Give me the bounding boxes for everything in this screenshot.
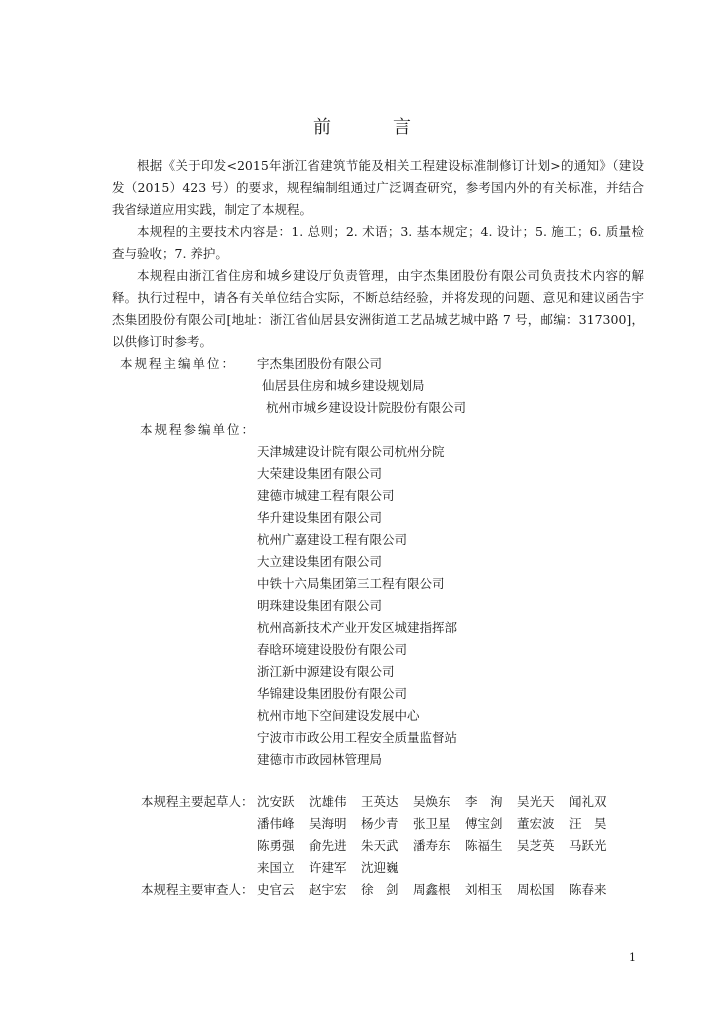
participating-unit-item: 建德市城建工程有限公司	[257, 488, 395, 503]
participating-unit-item: 明珠建设集团有限公司	[257, 598, 383, 613]
participating-unit-item: 宁波市市政公用工程安全质量监督站	[257, 730, 458, 745]
participating-unit-row	[112, 683, 652, 705]
participating-unit-item: 大立建设集团有限公司	[257, 554, 383, 569]
drafter-name: 许建军	[309, 860, 347, 875]
reviewer-name: 刘相玉	[465, 882, 503, 897]
participating-unit-row	[112, 485, 652, 507]
drafters-block	[112, 791, 652, 901]
drafter-name: 潘伟峰	[257, 816, 295, 831]
participating-unit-row	[112, 661, 652, 683]
drafters-row	[112, 857, 652, 879]
reviewer-name: 周松国	[517, 882, 555, 897]
participating-unit-item: 大荣建设集团有限公司	[257, 466, 383, 481]
paragraph-contents: 本规程的主要技术内容是：1. 总则；2. 术语；3. 基本规定；4. 设计；5. 施工；6. 质量检查与验收；7. 养护。	[112, 224, 644, 261]
drafter-name: 闻礼双	[569, 794, 607, 809]
participating-unit-item: 杭州广嘉建设工程有限公司	[257, 532, 408, 547]
reviewer-name: 史官云	[257, 882, 295, 897]
participating-unit-row	[112, 551, 652, 573]
drafter-name: 陈勇强	[257, 838, 295, 853]
reviewer-name: 赵宇宏	[309, 882, 347, 897]
drafter-name: 张卫星	[413, 816, 451, 831]
drafter-name: 陈福生	[465, 838, 503, 853]
reviewers-label: 本规程主要审查人：	[141, 882, 254, 897]
drafter-name: 王英达	[361, 794, 399, 809]
chief-unit-item: 杭州市城乡建设设计院股份有限公司	[266, 400, 467, 415]
participating-unit-item: 建德市市政园林管理局	[257, 752, 383, 767]
drafters-name-row	[257, 857, 413, 879]
reviewer-name: 徐 剑	[361, 882, 399, 897]
drafter-name: 沈迎巍	[361, 860, 399, 875]
participating-units-block	[112, 419, 652, 771]
drafter-name: 马跃光	[569, 838, 607, 853]
reviewers-row	[112, 879, 652, 901]
chief-unit-item: 仙居县住房和城乡建设规划局	[262, 378, 425, 393]
drafter-name: 吴海明	[309, 816, 347, 831]
participating-unit-row	[112, 441, 652, 463]
drafters-row	[112, 813, 652, 835]
reviewer-name: 周鑫根	[413, 882, 451, 897]
chief-unit-item: 宇杰集团股份有限公司	[257, 356, 383, 371]
drafter-name: 来国立	[257, 860, 295, 875]
chief-unit-row	[112, 375, 652, 397]
participating-unit-row	[112, 573, 652, 595]
participating-unit-item: 浙江新中源建设有限公司	[257, 664, 395, 679]
participating-units-label: 本规程参编单位：	[140, 422, 257, 437]
participating-unit-item: 杭州高新技术产业开发区城建指挥部	[257, 620, 458, 635]
drafter-name: 吴芝英	[517, 838, 555, 853]
drafter-name: 汪 昊	[569, 816, 607, 831]
drafter-name: 俞先进	[309, 838, 347, 853]
participating-unit-row	[112, 507, 652, 529]
reviewer-name: 陈春来	[569, 882, 607, 897]
participating-unit-row	[112, 749, 652, 771]
page-number: 1	[629, 951, 636, 964]
chief-unit-row	[112, 353, 652, 375]
preface-body	[112, 155, 644, 353]
participating-unit-row	[112, 727, 652, 749]
paragraph-basis: 根据《关于印发<2015年浙江省建筑节能及相关工程建设标准制修订计划>的通知》（建设发（2015）423 号）的要求，规程编制组通过广泛调查研究，参考国内外的有关标准，并结合我省绿道应用实践，制定了本规程。	[112, 158, 644, 217]
drafter-name: 吴焕东	[413, 794, 451, 809]
drafter-name: 朱天武	[361, 838, 399, 853]
participating-unit-item: 天津城建设计院有限公司杭州分院	[257, 444, 445, 459]
chief-units-block	[112, 353, 652, 419]
drafters-row	[112, 791, 652, 813]
drafter-name: 董宏波	[517, 816, 555, 831]
participating-unit-row	[112, 617, 652, 639]
drafter-name: 杨少青	[361, 816, 399, 831]
reviewers-name-row	[257, 879, 621, 901]
drafters-row	[112, 835, 652, 857]
chief-units-label: 本规程主编单位：	[120, 356, 237, 371]
participating-unit-item: 华锦建设集团股份有限公司	[257, 686, 408, 701]
participating-unit-item: 春晗环境建设股份有限公司	[257, 642, 408, 657]
drafter-name: 潘寿东	[413, 838, 451, 853]
participating-unit-item: 中铁十六局集团第三工程有限公司	[257, 576, 445, 591]
page-title: 前 言	[313, 117, 433, 138]
drafter-name: 沈安跃	[257, 794, 295, 809]
participating-units-label-row	[112, 419, 652, 441]
chief-unit-row	[112, 397, 652, 419]
drafters-name-row	[257, 813, 621, 835]
drafter-name: 李 洵	[465, 794, 503, 809]
participating-unit-row	[112, 705, 652, 727]
participating-unit-item: 杭州市地下空间建设发展中心	[257, 708, 420, 723]
participating-unit-row	[112, 595, 652, 617]
paragraph-management: 本规程由浙江省住房和城乡建设厅负责管理，由宇杰集团股份有限公司负责技术内容的解释。执行过程中，请各有关单位结合实际，不断总结经验，并将发现的问题、意见和建议函告宇杰集团股份有限公司[地址：浙江省仙居县安洲街道工艺品城艺城中路 7 号，邮编：317300]，以供修订时参考。	[112, 268, 644, 349]
drafters-name-row	[257, 791, 621, 813]
drafter-name: 吴光天	[517, 794, 555, 809]
participating-unit-row	[112, 529, 652, 551]
participating-unit-row	[112, 639, 652, 661]
participating-unit-item: 华升建设集团有限公司	[257, 510, 383, 525]
drafter-name: 沈雄伟	[309, 794, 347, 809]
participating-unit-row	[112, 463, 652, 485]
drafter-name: 傅宝剑	[465, 816, 503, 831]
drafters-name-row	[257, 835, 621, 857]
drafters-label: 本规程主要起草人：	[141, 794, 254, 809]
